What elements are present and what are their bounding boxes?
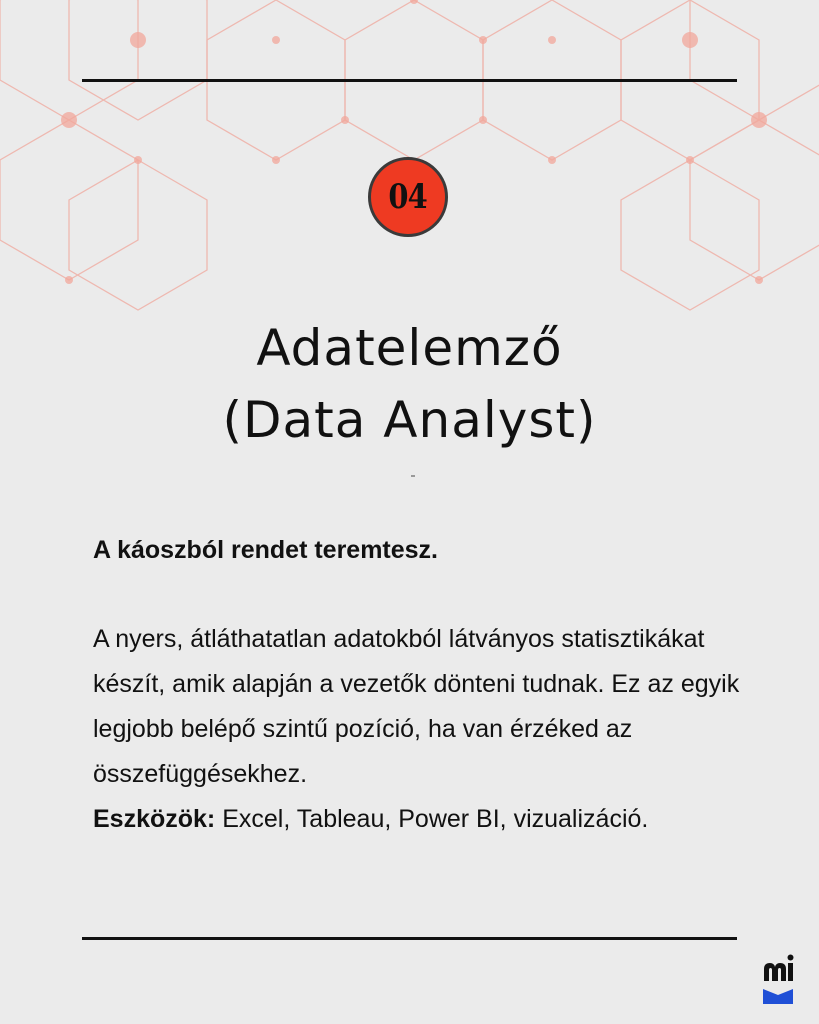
description-text: A nyers, átláthatatlan adatokból látványos statisztikákat készít, amik alapján a vezetők dönteni tudnak. Ez az egyik legjobb belépő szintű pozíció, ha van érzéked az összefüggésekhez. [93, 625, 740, 788]
number-badge [368, 157, 448, 237]
tools-value: Excel, Tableau, Power BI, vizualizáció. [215, 805, 649, 833]
tools-line [93, 797, 743, 842]
bottom-divider [82, 937, 737, 940]
lead-text: A káoszból rendet teremtesz. [93, 536, 439, 564]
content-block [93, 528, 743, 842]
tools-label: Eszközök: [93, 805, 216, 833]
badge-number: 04 [388, 177, 428, 217]
page-title [0, 312, 819, 456]
title-line-1: Adatelemző [256, 319, 563, 377]
title-line-2: (Data Analyst) [222, 391, 597, 449]
brand-logo-icon [762, 953, 794, 1005]
decorative-dot [411, 475, 415, 477]
top-divider [82, 79, 737, 82]
